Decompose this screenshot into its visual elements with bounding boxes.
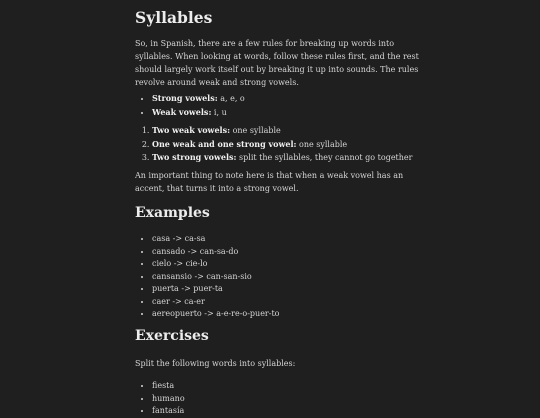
list-item xyxy=(152,124,442,138)
exercises-list xyxy=(135,380,437,418)
rule-text: one syllable xyxy=(230,126,281,135)
examples-heading: Examples xyxy=(135,205,210,221)
strong-vowels-value: a, e, o xyxy=(217,94,245,103)
list-item: • casa -> ca-sa xyxy=(152,233,437,246)
vowel-types-list xyxy=(135,92,437,119)
syllables-intro-paragraph: So, in Spanish, there are a few rules for breaking up words into syllables. When looking at words, follow these rules first, and the rest should largely work itself out by breaking it up into sounds. The rules revolve around weak and strong vowels. xyxy=(135,39,419,87)
list-item xyxy=(152,138,442,152)
list-item: • caer -> ca-er xyxy=(152,296,437,309)
weak-vowels-label: Weak vowels: xyxy=(152,106,212,117)
rule-text: one syllable xyxy=(296,139,348,149)
syllables-heading: Syllables xyxy=(135,8,213,27)
examples-list xyxy=(135,233,437,321)
exercises-heading: Exercises xyxy=(135,328,209,344)
list-item: • cielo -> cie-lo xyxy=(152,258,437,271)
list-item xyxy=(152,106,437,120)
list-item: • fantasía xyxy=(152,405,437,418)
rule-text: split the syllables, they cannot go together xyxy=(236,153,413,162)
rule-label: Two weak vowels: xyxy=(152,125,231,135)
weak-vowels-value: i, u xyxy=(211,107,227,117)
list-item: • puerta -> puer-ta xyxy=(152,283,437,296)
exercises-instruction: Split the following words into syllables: xyxy=(135,359,296,368)
list-item: • humano xyxy=(152,393,437,406)
accent-note-paragraph: An important thing to note here is that when a weak vowel has an accent, that turns it into a strong vowel. xyxy=(135,171,404,193)
list-item: • cansansio -> can-san-sio xyxy=(152,271,437,284)
list-item: • fiesta xyxy=(152,380,437,393)
list-item xyxy=(152,92,437,106)
rule-label: Two strong vowels: xyxy=(152,152,237,162)
list-item: • cansado -> can-sa-do xyxy=(152,246,437,259)
rule-label: One weak and one strong vowel: xyxy=(152,138,297,149)
list-item: • aereopuerto -> a-e-re-o-puer-to xyxy=(152,308,437,321)
list-item xyxy=(152,151,442,165)
strong-vowels-label: Strong vowels: xyxy=(152,93,218,103)
syllable-rules-list xyxy=(135,124,442,165)
